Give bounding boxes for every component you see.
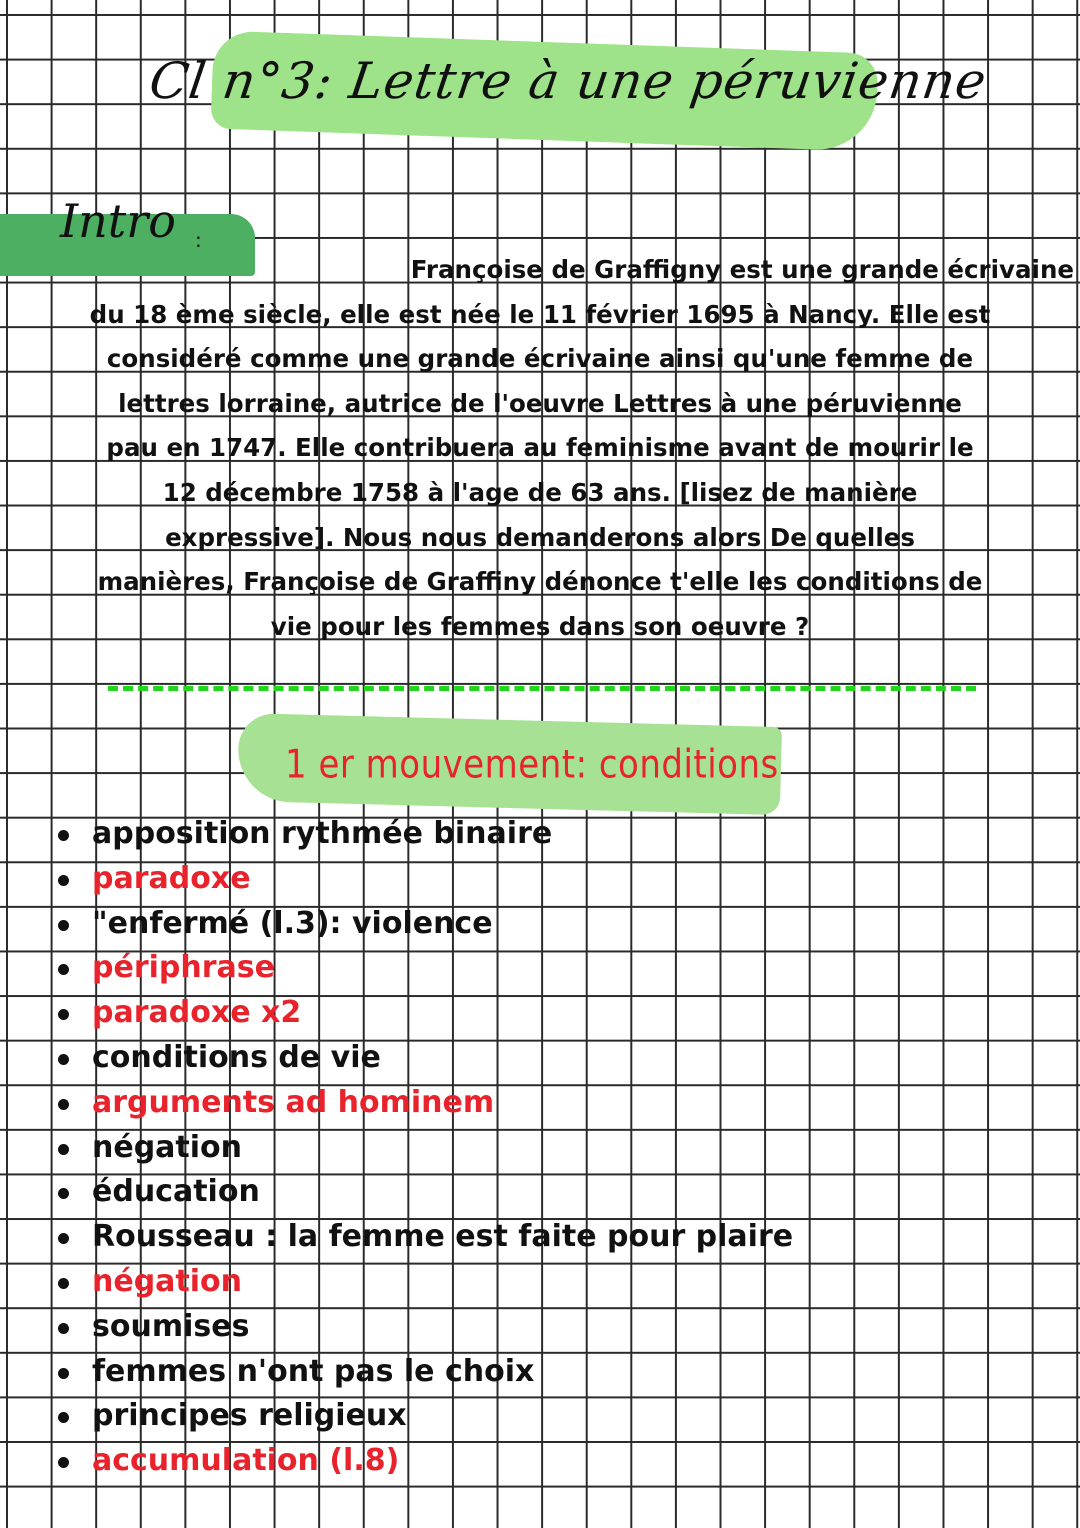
list-item (58, 946, 793, 991)
intro-colon: : (195, 228, 202, 252)
list-item (58, 1170, 793, 1215)
list-item (58, 1260, 793, 1305)
list-item (58, 1350, 793, 1395)
bullet-icon (58, 1099, 69, 1110)
list-item-text: conditions de vie (92, 1039, 381, 1075)
list-item (58, 857, 793, 902)
bullet-icon (58, 1233, 69, 1244)
bullet-icon (58, 1368, 69, 1379)
list-item (58, 1394, 793, 1439)
intro-line: expressive]. Nous nous demanderons alors De quelles (165, 522, 915, 552)
intro-paragraph (4, 248, 1076, 649)
list-item-text: négation (92, 1263, 243, 1299)
intro-line: vie pour les femmes dans son oeuvre ? (270, 611, 810, 641)
list-item-text: Rousseau : la femme est faite pour plaire (92, 1219, 794, 1255)
page-title: Cl n°3: Lettre à une péruvienne (145, 52, 991, 110)
intro-line: Françoise de Graffigny est une grande écrivaine (410, 255, 1074, 284)
section-divider (108, 686, 976, 691)
bullet-icon (58, 964, 69, 975)
bullet-icon (58, 1323, 69, 1334)
bullet-icon (58, 1144, 69, 1155)
list-item-text: périphrase (92, 950, 275, 986)
bullet-icon (58, 830, 69, 841)
intro-line: manières, Françoise de Graffiny dénonce t'elle les conditions de (97, 567, 983, 597)
bullet-icon (58, 920, 69, 931)
intro-line: pau en 1747. Elle contribuera au feminisme avant de mourir le (106, 433, 974, 463)
list-item (58, 902, 793, 947)
list-item-text: arguments ad hominem (92, 1084, 495, 1120)
bullet-icon (58, 1457, 69, 1468)
list-item (58, 1036, 793, 1081)
list-item-text: femmes n'ont pas le choix (92, 1353, 535, 1389)
bullet-icon (58, 1009, 69, 1020)
bullet-icon (58, 875, 69, 886)
intro-line: lettres lorraine, autrice de l'oeuvre Lettres à une péruvienne (118, 388, 962, 418)
list-item-text: accumulation (l.8) (92, 1443, 400, 1479)
list-item (58, 1126, 793, 1171)
intro-line: du 18 ème siècle, elle est née le 11 février 1695 à Nancy. Elle est (89, 299, 991, 329)
list-item-text: éducation (92, 1174, 260, 1210)
list-item-text: paradoxe (92, 860, 251, 896)
bullet-icon (58, 1278, 69, 1289)
list-item-text: paradoxe x2 (92, 995, 302, 1031)
list-item (58, 1215, 793, 1260)
intro-line: considéré comme une grande écrivaine ainsi qu'une femme de (106, 344, 974, 374)
list-item-text: soumises (92, 1308, 250, 1344)
list-item-text: "enfermé (l.3): violence (92, 905, 493, 941)
movement-title: 1 er mouvement: conditions (285, 742, 779, 788)
list-item (58, 991, 793, 1036)
intro-line: 12 décembre 1758 à l'age de 63 ans. [lisez de manière (162, 477, 918, 507)
bullet-icon (58, 1054, 69, 1065)
movement-list (58, 812, 793, 1484)
list-item (58, 1081, 793, 1126)
bullet-icon (58, 1412, 69, 1423)
list-item-text: principes religieux (92, 1398, 407, 1434)
list-item-text: négation (92, 1129, 243, 1165)
list-item (58, 1305, 793, 1350)
list-item (58, 1439, 793, 1484)
list-item-text: apposition rythmée binaire (92, 816, 553, 851)
list-item (58, 812, 793, 857)
bullet-icon (58, 1188, 69, 1199)
intro-label: Intro (60, 194, 176, 248)
